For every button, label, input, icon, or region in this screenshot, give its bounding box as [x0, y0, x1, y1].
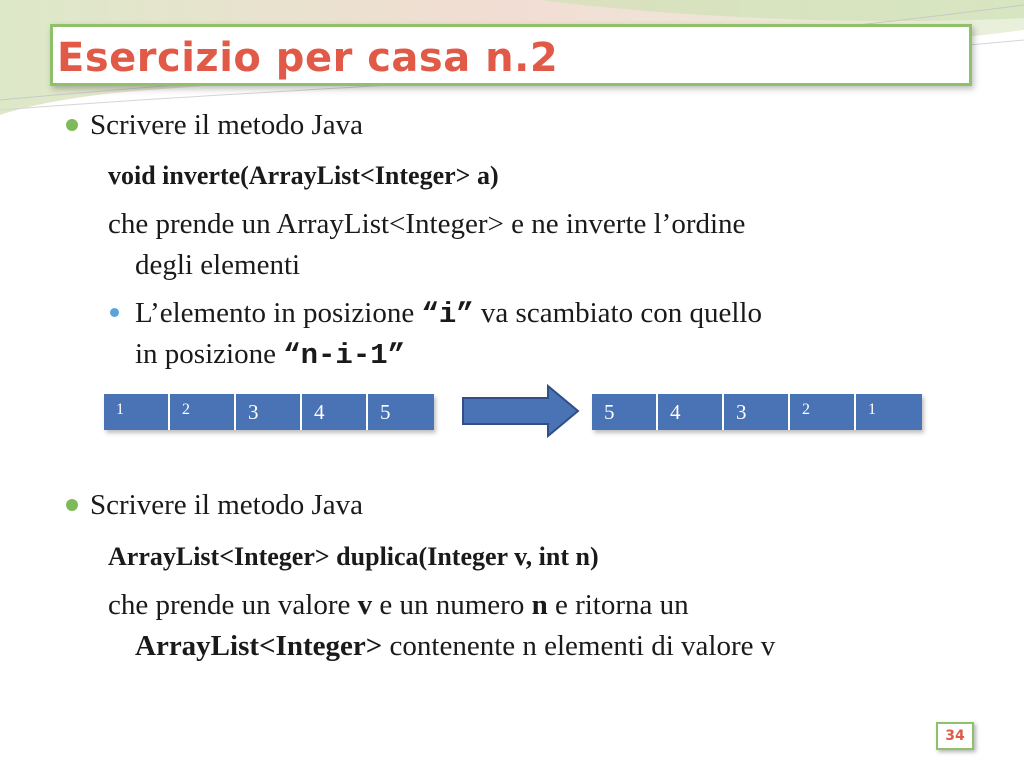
array-after-cell: 2 — [790, 394, 856, 430]
ex2-text-c: e un numero — [372, 589, 532, 621]
array-after-cell: 1 — [856, 394, 922, 430]
array-before-cell: 1 — [104, 394, 170, 430]
ex2-var-v: v — [357, 589, 373, 621]
ex1-sub-text-a: L’elemento in posizione — [135, 297, 422, 329]
ex2-desc-line2 — [135, 626, 775, 666]
ex2-signature: ArrayList<Integer> duplica(Integer v, int n) — [108, 542, 599, 571]
ex1-bullet: Scrivere il metodo Java — [90, 109, 363, 141]
array-after-cell: 5 — [592, 394, 658, 430]
ex2-return-type: ArrayList<Integer> — [135, 630, 383, 662]
ex1-signature: void inverte(ArrayList<Integer> a) — [108, 161, 499, 190]
ex1-sub-text-c: va scambiato con quello — [473, 297, 762, 329]
ex1-desc-line1: che prende un ArrayList<Integer> e ne inverte l’ordine — [108, 208, 746, 240]
array-before-cell: 4 — [302, 394, 368, 430]
array-before-cell: 5 — [368, 394, 434, 430]
array-after-cell: 4 — [658, 394, 724, 430]
ex1-sub-line2 — [135, 334, 405, 376]
ex2-text-e: e ritorna un — [547, 589, 689, 621]
title-box — [50, 24, 972, 86]
slide-title: Esercizio per casa n.2 — [57, 35, 559, 81]
ex1-desc-line2: degli elementi — [135, 249, 301, 281]
bullet-icon — [66, 499, 78, 511]
ex1-sub-text-d: in posizione — [135, 338, 284, 370]
ex2-bullet: Scrivere il metodo Java — [90, 489, 363, 521]
array-after-cell: 3 — [724, 394, 790, 430]
sub-bullet-icon — [110, 308, 119, 317]
ex2-desc-line1 — [108, 585, 689, 625]
array-before-cell: 3 — [236, 394, 302, 430]
page-number: 34 — [936, 722, 974, 750]
ex2-text-end: contenente n elementi di valore v — [382, 630, 776, 662]
ex1-sub-code-nmi: “n-i-1” — [283, 339, 406, 372]
ex1-sub-line1 — [135, 293, 762, 335]
ex2-var-n: n — [531, 589, 548, 621]
bullet-icon — [66, 119, 78, 131]
ex1-sub-code-i: “i” — [421, 298, 474, 331]
array-after — [592, 394, 922, 430]
right-arrow-icon — [460, 383, 582, 439]
array-before-cell: 2 — [170, 394, 236, 430]
array-before — [104, 394, 434, 430]
ex2-text-a: che prende un valore — [108, 589, 358, 621]
